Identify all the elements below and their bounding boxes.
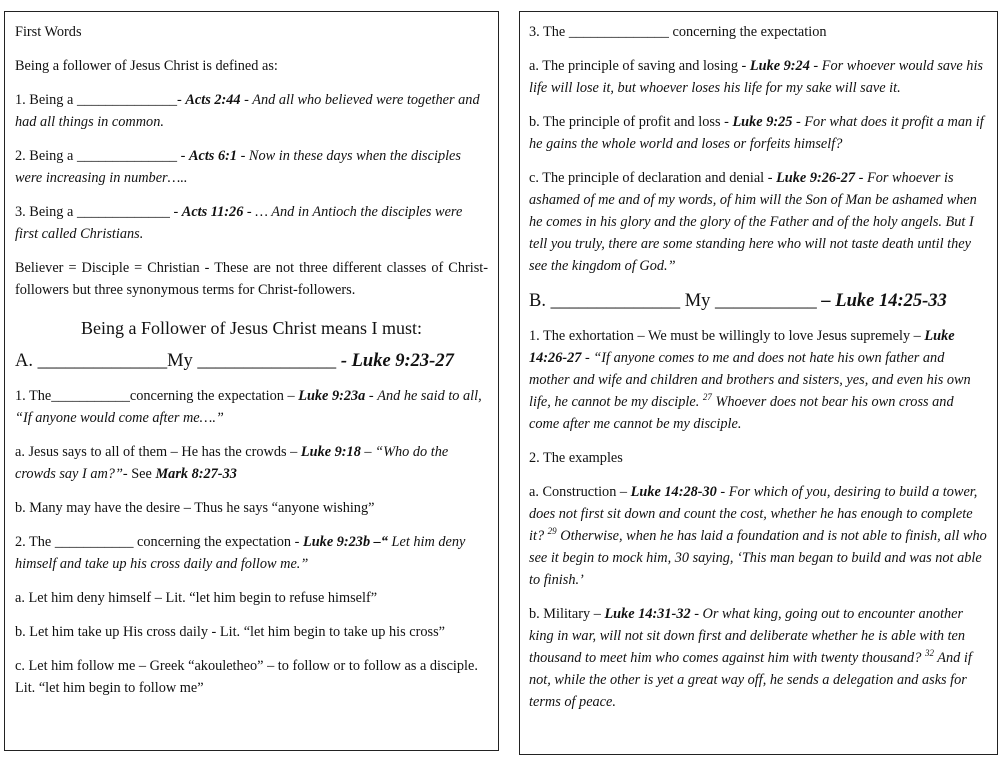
military-verse-number: 32	[924, 648, 934, 659]
heading-first-words: First Words	[15, 24, 82, 40]
def3-text: - … And in Antioch the disciples were first called Christians.	[15, 204, 463, 242]
p3a-prefix: a. The principle of saving and losing -	[529, 58, 750, 74]
point2-ref: Luke 9:23b –“	[302, 534, 388, 550]
point-3a	[529, 55, 987, 99]
point-3b	[529, 111, 987, 155]
section-a-prefix: A. ______________My _______________	[15, 351, 341, 371]
exhort-text: - “If anyone comes to me and does not hate his own father and mother and wife and children and brothers and sisters, yes, and even his own life, he cannot be my disciple.	[529, 350, 971, 410]
section-b-prefix: B. ______________ My ___________	[529, 291, 822, 311]
exhort-verse-number: 27	[702, 392, 712, 403]
left-column	[4, 11, 499, 751]
construction-verse-number: 29	[547, 526, 557, 537]
example-military	[529, 603, 987, 713]
point1a-ref: Luke 9:18	[300, 444, 361, 460]
construction-prefix: a. Construction –	[529, 484, 631, 500]
p3a-ref: Luke 9:24	[749, 58, 810, 74]
def3-prefix: 3. Being a _____________	[15, 204, 174, 220]
construction-text2: Otherwise, when he has laid a foundation and is not able to finish, all who see it begin to mock him, 30 saying, ‘This man began to build and was not able to finish.’	[529, 528, 987, 588]
p3b-ref: Luke 9:25	[732, 114, 793, 130]
exhort-ref: Luke 14:26-27	[529, 328, 955, 366]
p3b-prefix: b. The principle of profit and loss -	[529, 114, 733, 130]
definition-1	[15, 89, 488, 133]
point1a-prefix: a. Jesus says to all of them – He has the crowds –	[15, 444, 301, 460]
construction-text: - For which of you, desiring to build a tower, does not first sit down and count the cost, whether he has enough to complete it?	[529, 484, 978, 544]
point1-dash: -	[365, 388, 378, 404]
point1a-dash: –	[360, 444, 376, 460]
examples-heading: 2. The examples	[529, 450, 623, 466]
point-2	[15, 531, 488, 575]
point-1b: b. Many may have the desire – Thus he says “anyone wishing”	[15, 500, 375, 516]
point-3c	[529, 167, 987, 277]
def2-text: - Now in these days when the disciples were increasing in number…..	[15, 148, 461, 186]
exhort-prefix: 1. The exhortation – We must be willingly to love Jesus supremely –	[529, 328, 925, 344]
intro-text: Being a follower of Jesus Christ is defined as:	[15, 58, 278, 74]
point1-text: And he said to all, “If anyone would come after me….”	[15, 388, 482, 426]
example-construction	[529, 481, 987, 591]
p3c-text: - For whoever is ashamed of me and of my words, of him will the Son of Man be ashamed when he comes in his glory and the glory of the Father and of the holy angels. But I tell you truly, there are some standing here who will not taste death until they see the kingdom of God.”	[529, 170, 977, 274]
def3-ref: Acts 11:26	[181, 204, 244, 220]
point1a-quote: “Who do the crowds say I am?”	[15, 444, 449, 482]
subtitle: Being a Follower of Jesus Christ means I must:	[81, 318, 422, 338]
def1-dash: -	[177, 92, 186, 108]
exhort-text2: Whoever does not bear his own cross and come after me cannot be my disciple.	[529, 394, 954, 432]
p3b-text: - For what does it profit a man if he gains the whole world and loses or forfeits himself?	[529, 114, 984, 152]
point2-text: Let him deny himself and take up his cross daily and follow me.”	[15, 534, 466, 572]
exhortation	[529, 325, 987, 435]
section-a-ref: - Luke 9:23-27	[340, 351, 454, 371]
section-b-heading	[529, 289, 987, 313]
construction-ref: Luke 14:28-30	[630, 484, 717, 500]
point-3: 3. The ______________ concerning the expectation	[529, 24, 827, 40]
point1-ref: Luke 9:23a	[298, 388, 366, 404]
point-2a: a. Let him deny himself – Lit. “let him begin to refuse himself”	[15, 590, 378, 606]
def1-ref: Acts 2:44	[185, 92, 241, 108]
def1-text: - And all who believed were together and had all things in common.	[15, 92, 480, 130]
section-a-heading	[15, 349, 488, 373]
point1a-ref2: Mark 8:27-33	[155, 466, 237, 482]
military-text2: And if not, while the other is yet a great way off, he sends a delegation and asks for terms of peace.	[529, 650, 972, 710]
p3c-ref: Luke 9:26-27	[776, 170, 856, 186]
military-prefix: b. Military –	[529, 606, 605, 622]
point-2c: c. Let him follow me – Greek “akouletheo” – to follow or to follow as a disciple. Lit. “let him begin to follow me”	[15, 658, 478, 696]
right-column	[519, 11, 998, 755]
point-1a	[15, 441, 488, 485]
def2-ref: Acts 6:1	[188, 148, 238, 164]
definition-3	[15, 201, 488, 245]
point-2b: b. Let him take up His cross daily - Lit. “let him begin to take up his cross”	[15, 624, 446, 640]
p3c-prefix: c. The principle of declaration and denial -	[529, 170, 777, 186]
point1a-see: - See	[122, 466, 156, 482]
p3a-text: - For whoever would save his life will lose it, but whoever loses his life for my sake will save it.	[529, 58, 983, 96]
def2-dash: -	[180, 148, 189, 164]
definition-2	[15, 145, 488, 189]
believer-statement: Believer = Disciple = Christian - These are not three different classes of Christ-followers but three synonymous terms for Christ-followers.	[15, 260, 488, 298]
military-text: - Or what king, going out to encounter another king in war, will not sit down first and deliberate whether he is able with ten thousand to meet him who comes against him with twenty thousand?	[529, 606, 966, 666]
section-b-ref: – Luke 14:25-33	[821, 291, 947, 311]
def3-dash: -	[173, 204, 182, 220]
point2-prefix: 2. The ___________ concerning the expectation -	[15, 534, 303, 550]
point1-prefix: 1. The___________concerning the expectation –	[15, 388, 299, 404]
def2-prefix: 2. Being a ______________	[15, 148, 181, 164]
def1-prefix: 1. Being a ______________	[15, 92, 178, 108]
military-ref: Luke 14:31-32	[604, 606, 691, 622]
point-1	[15, 385, 488, 429]
